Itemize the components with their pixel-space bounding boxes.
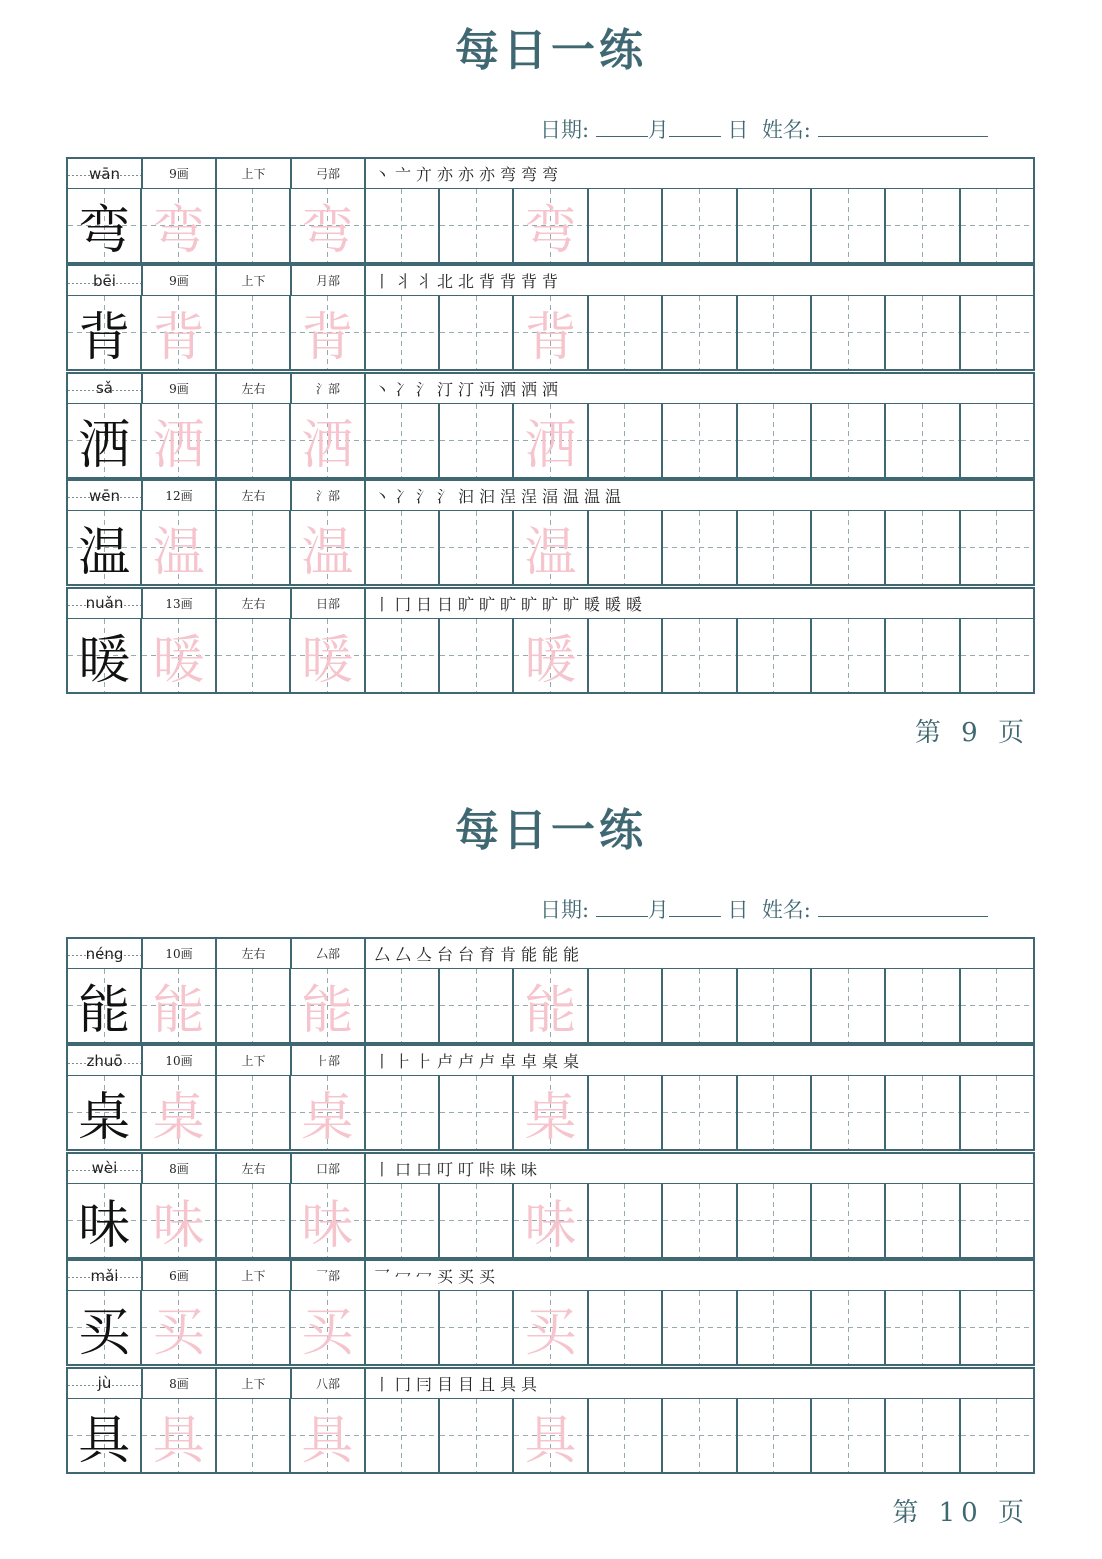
empty-writing-box[interactable] [961,1291,1035,1364]
model-character: 能 [68,969,142,1042]
trace-character[interactable]: 具 [291,1399,365,1472]
empty-writing-box[interactable] [886,1076,960,1149]
empty-writing-box[interactable] [886,1291,960,1364]
radical-label: 八部 [292,1369,366,1398]
character-info-bar [66,1044,1035,1076]
trace-character[interactable]: 温 [291,511,365,584]
character-info-bar [66,479,1035,511]
empty-writing-box[interactable] [812,1291,886,1364]
page-footer [915,712,1030,749]
stroke-count: 10画 [143,939,217,968]
empty-writing-box[interactable] [738,619,812,692]
character-row [66,1152,1035,1259]
day-label: 日 [727,118,749,142]
empty-writing-box[interactable] [663,619,737,692]
pinyin-label: bēi [68,266,143,295]
stroke-count: 6画 [143,1261,217,1290]
empty-writing-box[interactable] [366,404,440,477]
trace-character[interactable]: 味 [142,1184,216,1257]
trace-character[interactable]: 味 [291,1184,365,1257]
character-row [66,264,1035,371]
footer-prefix: 第 [914,718,947,748]
structure-label: 左右 [217,589,292,618]
structure-label: 上下 [217,1046,292,1075]
empty-writing-box[interactable] [961,296,1035,369]
empty-writing-box[interactable] [440,619,514,692]
character-row [66,479,1035,586]
trace-character[interactable]: 具 [142,1399,216,1472]
pinyin-label: mǎi [68,1261,143,1290]
practice-grid [66,157,1035,694]
empty-writing-box[interactable] [812,511,886,584]
empty-writing-box[interactable] [589,189,663,262]
trace-character[interactable]: 味 [514,1184,588,1257]
month-blank[interactable] [596,898,648,917]
month-label: 月 [647,118,669,142]
empty-writing-box[interactable] [961,1076,1035,1149]
month-blank[interactable] [596,118,648,137]
empty-writing-box[interactable] [738,969,812,1042]
trace-character[interactable]: 温 [514,511,588,584]
footer-suffix: 页 [997,718,1030,748]
info-line [540,114,988,144]
empty-writing-box[interactable] [589,1076,663,1149]
trace-character[interactable]: 暖 [514,619,588,692]
trace-character[interactable]: 洒 [291,404,365,477]
model-character: 背 [68,296,142,369]
pinyin-label: néng [68,939,143,968]
empty-writing-box[interactable] [589,404,663,477]
stroke-order: 丨冂日日旷旷旷旷旷旷暖暖暖 [374,594,648,614]
model-character: 温 [68,511,142,584]
empty-writing-box[interactable] [738,1399,812,1472]
empty-writing-box[interactable] [961,1184,1035,1257]
structure-label: 上下 [217,1261,292,1290]
empty-writing-box[interactable] [440,511,514,584]
empty-writing-box[interactable] [440,1399,514,1472]
empty-writing-box[interactable] [961,619,1035,692]
empty-writing-box[interactable] [440,404,514,477]
day-blank[interactable] [669,898,721,917]
trace-character[interactable]: 能 [291,969,365,1042]
stroke-count: 9画 [143,374,217,403]
pinyin-label: wēn [68,481,143,510]
character-row [66,1367,1035,1474]
structure-label: 左右 [217,374,292,403]
character-info-bar [66,264,1035,296]
empty-writing-box[interactable] [440,1076,514,1149]
empty-writing-box[interactable] [812,404,886,477]
practice-grid [66,937,1035,1474]
empty-writing-box[interactable] [961,969,1035,1042]
stroke-order: 丶冫氵氵汩汩浧浧湢温温温 [374,487,627,507]
pinyin-label: sǎ [68,374,143,403]
worksheet-page-10 [0,780,1102,1559]
writing-boxes [66,619,1035,694]
trace-character[interactable]: 暖 [142,619,216,692]
page-title: 每日一练 [455,25,647,76]
page-footer [892,1492,1030,1529]
radical-label: 氵部 [292,481,366,510]
trace-character[interactable]: 买 [142,1291,216,1364]
stroke-order: 丶冫氵汀汀沔洒洒洒 [374,379,564,399]
stroke-count: 10画 [143,1046,217,1075]
empty-writing-box[interactable] [886,404,960,477]
model-character: 弯 [68,189,142,262]
empty-writing-box[interactable] [738,296,812,369]
stroke-order: 厶厶亼台台育肯能能能 [374,945,585,964]
model-character: 买 [68,1291,142,1364]
character-row [66,587,1035,694]
empty-writing-box[interactable] [738,511,812,584]
month-label: 月 [647,898,669,922]
empty-writing-box[interactable] [217,511,291,584]
trace-character[interactable]: 弯 [142,189,216,262]
empty-writing-box[interactable] [812,1076,886,1149]
name-label: 姓名: [761,898,811,922]
pinyin-label: wān [68,159,143,188]
radical-label: 弓部 [292,159,366,188]
character-row [66,1044,1035,1151]
trace-character[interactable]: 温 [142,511,216,584]
empty-writing-box[interactable] [961,404,1035,477]
writing-boxes [66,296,1035,371]
date-label: 日期: [540,118,590,142]
stroke-order: 丨⺊⺊卢卢卢卓卓桌桌 [374,1052,585,1072]
empty-writing-box[interactable] [366,511,440,584]
worksheet-page-9 [0,0,1102,779]
empty-writing-box[interactable] [886,511,960,584]
trace-character[interactable]: 背 [142,296,216,369]
radical-label: 月部 [292,266,366,295]
writing-boxes [66,1076,1035,1151]
empty-writing-box[interactable] [217,1291,291,1364]
empty-writing-box[interactable] [217,619,291,692]
radical-label: 日部 [292,589,366,618]
empty-writing-box[interactable] [217,296,291,369]
empty-writing-box[interactable] [366,969,440,1042]
pinyin-label: jù [68,1369,143,1398]
radical-label: 氵部 [292,374,366,403]
trace-character[interactable]: 弯 [291,189,365,262]
empty-writing-box[interactable] [217,1184,291,1257]
empty-writing-box[interactable] [886,619,960,692]
character-info-bar [66,157,1035,189]
date-label: 日期: [540,898,590,922]
page-title: 每日一练 [455,805,647,856]
trace-character[interactable]: 具 [514,1399,588,1472]
empty-writing-box[interactable] [961,511,1035,584]
trace-character[interactable]: 买 [291,1291,365,1364]
empty-writing-box[interactable] [589,1184,663,1257]
empty-writing-box[interactable] [886,969,960,1042]
character-info-bar [66,372,1035,404]
empty-writing-box[interactable] [738,189,812,262]
empty-writing-box[interactable] [738,1184,812,1257]
writing-boxes [66,1399,1035,1474]
empty-writing-box[interactable] [663,1184,737,1257]
empty-writing-box[interactable] [812,189,886,262]
stroke-count: 8画 [143,1369,217,1398]
structure-label: 左右 [217,939,292,968]
structure-label: 左右 [217,1154,292,1183]
character-row [66,372,1035,479]
writing-boxes [66,1291,1035,1366]
empty-writing-box[interactable] [961,189,1035,262]
empty-writing-box[interactable] [812,1399,886,1472]
empty-writing-box[interactable] [886,1399,960,1472]
trace-character[interactable]: 桌 [514,1076,588,1149]
empty-writing-box[interactable] [440,969,514,1042]
day-blank[interactable] [669,118,721,137]
pinyin-label: zhuō [68,1046,143,1075]
empty-writing-box[interactable] [663,969,737,1042]
empty-writing-box[interactable] [217,1399,291,1472]
stroke-count: 9画 [143,266,217,295]
empty-writing-box[interactable] [738,1291,812,1364]
page-number: 10 [938,1498,984,1528]
character-info-bar [66,1367,1035,1399]
empty-writing-box[interactable] [217,404,291,477]
structure-label: 上下 [217,266,292,295]
empty-writing-box[interactable] [886,1184,960,1257]
empty-writing-box[interactable] [812,619,886,692]
empty-writing-box[interactable] [663,296,737,369]
info-line [540,894,988,924]
writing-boxes [66,969,1035,1044]
empty-writing-box[interactable] [366,296,440,369]
empty-writing-box[interactable] [812,1184,886,1257]
stroke-order: 丨口口叮叮咔味味 [374,1159,543,1179]
trace-character[interactable]: 能 [142,969,216,1042]
empty-writing-box[interactable] [961,1399,1035,1472]
empty-writing-box[interactable] [589,296,663,369]
model-character: 具 [68,1399,142,1472]
empty-writing-box[interactable] [589,511,663,584]
stroke-count: 12画 [143,481,217,510]
empty-writing-box[interactable] [812,296,886,369]
stroke-order: 丨冂冃目目且具具 [374,1374,543,1394]
structure-label: 上下 [217,1369,292,1398]
empty-writing-box[interactable] [663,1399,737,1472]
stroke-count: 13画 [143,589,217,618]
character-info-bar [66,937,1035,969]
footer-prefix: 第 [892,1498,925,1528]
stroke-order: 乛冖冖买买买 [374,1267,501,1287]
structure-label: 上下 [217,159,292,188]
trace-character[interactable]: 背 [291,296,365,369]
trace-character[interactable]: 暖 [291,619,365,692]
empty-writing-box[interactable] [589,969,663,1042]
empty-writing-box[interactable] [589,1399,663,1472]
name-blank[interactable] [818,118,988,137]
empty-writing-box[interactable] [663,511,737,584]
page-number: 9 [961,718,984,748]
empty-writing-box[interactable] [366,1076,440,1149]
empty-writing-box[interactable] [440,1291,514,1364]
writing-boxes [66,189,1035,264]
radical-label: 乛部 [292,1261,366,1290]
empty-writing-box[interactable] [366,619,440,692]
pinyin-label: nuǎn [68,589,143,618]
empty-writing-box[interactable] [589,1291,663,1364]
empty-writing-box[interactable] [886,189,960,262]
stroke-order: 丶亠亣亦亦亦弯弯弯 [374,165,564,184]
empty-writing-box[interactable] [589,619,663,692]
model-character: 暖 [68,619,142,692]
empty-writing-box[interactable] [366,189,440,262]
character-row [66,157,1035,264]
empty-writing-box[interactable] [217,189,291,262]
empty-writing-box[interactable] [217,969,291,1042]
trace-character[interactable]: 桌 [291,1076,365,1149]
trace-character[interactable]: 能 [514,969,588,1042]
empty-writing-box[interactable] [366,1291,440,1364]
writing-boxes [66,511,1035,586]
empty-writing-box[interactable] [663,189,737,262]
character-row [66,937,1035,1044]
character-info-bar [66,587,1035,619]
footer-suffix: 页 [997,1498,1030,1528]
radical-label: ⺊部 [292,1046,366,1075]
empty-writing-box[interactable] [663,1076,737,1149]
model-character: 桌 [68,1076,142,1149]
structure-label: 左右 [217,481,292,510]
empty-writing-box[interactable] [440,1184,514,1257]
empty-writing-box[interactable] [440,189,514,262]
radical-label: 口部 [292,1154,366,1183]
character-info-bar [66,1152,1035,1184]
character-info-bar [66,1259,1035,1291]
name-label: 姓名: [761,118,811,142]
empty-writing-box[interactable] [663,1291,737,1364]
empty-writing-box[interactable] [738,1076,812,1149]
writing-boxes [66,404,1035,479]
empty-writing-box[interactable] [663,404,737,477]
trace-character[interactable]: 弯 [514,189,588,262]
model-character: 洒 [68,404,142,477]
writing-boxes [66,1184,1035,1259]
empty-writing-box[interactable] [217,1076,291,1149]
empty-writing-box[interactable] [440,296,514,369]
empty-writing-box[interactable] [812,969,886,1042]
stroke-count: 9画 [143,159,217,188]
stroke-count: 8画 [143,1154,217,1183]
radical-label: 厶部 [292,939,366,968]
empty-writing-box[interactable] [366,1184,440,1257]
trace-character[interactable]: 买 [514,1291,588,1364]
empty-writing-box[interactable] [738,404,812,477]
empty-writing-box[interactable] [886,296,960,369]
trace-character[interactable]: 洒 [514,404,588,477]
trace-character[interactable]: 洒 [142,404,216,477]
empty-writing-box[interactable] [366,1399,440,1472]
character-row [66,1259,1035,1366]
stroke-order: 丨丬丬北北背背背背 [374,272,564,292]
trace-character[interactable]: 桌 [142,1076,216,1149]
trace-character[interactable]: 背 [514,296,588,369]
pinyin-label: wèi [68,1154,143,1183]
day-label: 日 [727,898,749,922]
model-character: 味 [68,1184,142,1257]
name-blank[interactable] [818,898,988,917]
